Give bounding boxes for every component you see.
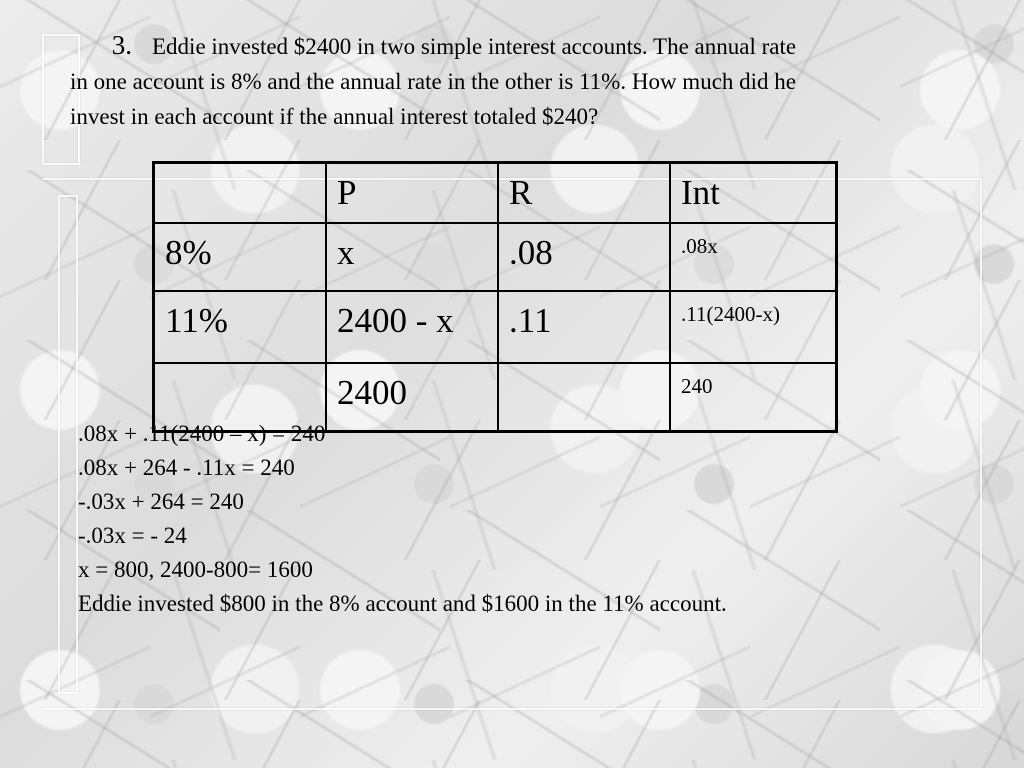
table-cell: 240 — [670, 363, 837, 432]
decorative-frame-left-bottom — [58, 195, 78, 694]
table-cell: .08 — [498, 223, 670, 291]
problem-line-2: in one account is 8% and the annual rate in the other is 11%. How much did he — [70, 69, 797, 94]
decorative-frame-bottom — [42, 708, 982, 710]
table-cell: 8% — [154, 223, 327, 291]
solution-step: .08x + .11(2400 – x) = 240 — [78, 421, 326, 446]
solution-step: -.03x + 264 = 240 — [78, 489, 244, 514]
table-header-principal: P — [326, 163, 498, 224]
table-cell: 2400 — [326, 363, 498, 432]
solution-step: .08x + 264 - .11x = 240 — [78, 455, 295, 480]
problem-line-3: invest in each account if the annual interest totaled $240? — [70, 104, 599, 129]
table-header-rate: R — [498, 163, 670, 224]
table-row — [154, 291, 837, 363]
table-cell: x — [326, 223, 498, 291]
table-cell: 11% — [154, 291, 327, 363]
table-cell: .08x — [670, 223, 837, 291]
table-cell: .11(2400-x) — [670, 291, 837, 363]
table-row — [154, 223, 837, 291]
problem-statement — [70, 28, 980, 134]
table-header-row — [154, 163, 837, 224]
solution-steps — [78, 417, 727, 621]
solution-answer: Eddie invested $800 in the 8% account and $1600 in the 11% account. — [78, 591, 727, 616]
table-cell: .11 — [498, 291, 670, 363]
solution-step: -.03x = - 24 — [78, 523, 187, 548]
interest-table — [152, 161, 838, 433]
table-header-cell — [154, 163, 327, 224]
table-header-interest: Int — [670, 163, 837, 224]
problem-number: 3. — [111, 30, 132, 60]
decorative-frame-right — [980, 178, 982, 708]
solution-step: x = 800, 2400-800= 1600 — [78, 557, 313, 582]
table-cell: 2400 - x — [326, 291, 498, 363]
problem-line-1: 3. Eddie invested $2400 in two simple interest accounts. The annual rate — [70, 28, 980, 64]
